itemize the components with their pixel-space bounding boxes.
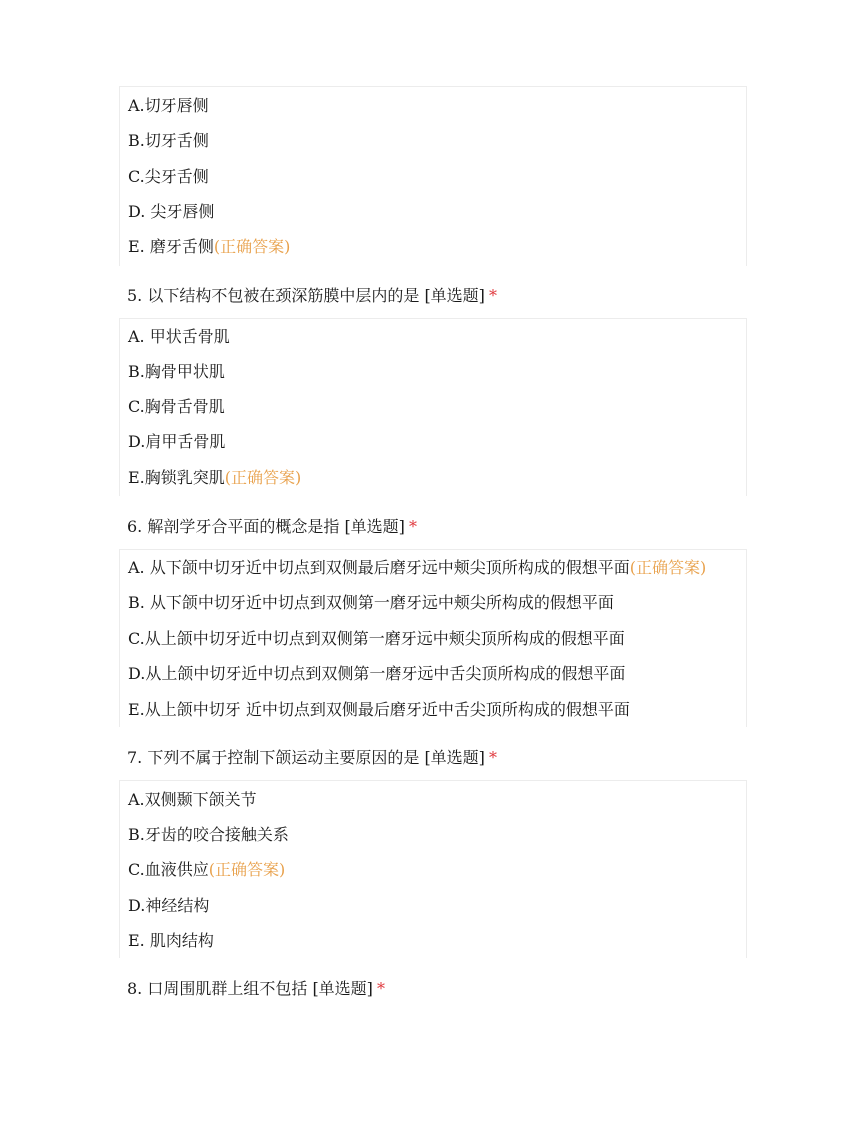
option-b: B.切牙舌侧 xyxy=(128,131,209,150)
correct-answer-mark: (正确答案) xyxy=(213,237,291,256)
option-b: B. 从下颌中切牙近中切点到双侧第一磨牙远中颊尖所构成的假想平面 xyxy=(128,593,614,612)
option-e: E. 磨牙舌侧(正确答案) xyxy=(128,237,291,256)
options-box-q7 xyxy=(119,780,747,958)
option-d: D.从上颌中切牙近中切点到双侧第一磨牙远中舌尖顶所构成的假想平面 xyxy=(128,664,626,683)
option-c: C.从上颌中切牙近中切点到双侧第一磨牙远中颊尖顶所构成的假想平面 xyxy=(128,629,625,648)
option-c: C.尖牙舌侧 xyxy=(128,167,209,186)
options-box-q5 xyxy=(119,318,747,496)
options-box-q4 xyxy=(119,86,747,266)
question-title: 8. 口周围肌群上组不包括 [单选题] * xyxy=(127,979,385,998)
option-a: A. 从下颌中切牙近中切点到双侧最后磨牙远中颊尖顶所构成的假想平面(正确答案) xyxy=(128,558,707,577)
correct-answer-mark: (正确答案) xyxy=(629,558,707,577)
question-title: 6. 解剖学牙合平面的概念是指 [单选题] * xyxy=(127,517,417,536)
option-a: A.切牙唇侧 xyxy=(128,96,209,115)
option-b: B.牙齿的咬合接触关系 xyxy=(128,825,289,844)
question-title: 5. 以下结构不包被在颈深筋膜中层内的是 [单选题] * xyxy=(127,286,497,305)
option-e: E.胸锁乳突肌(正确答案) xyxy=(128,468,302,487)
option-d: D. 尖牙唇侧 xyxy=(128,202,215,221)
required-asterisk: * xyxy=(376,979,385,998)
required-asterisk: * xyxy=(408,517,417,536)
question-title: 7. 下列不属于控制下颌运动主要原因的是 [单选题] * xyxy=(127,748,497,767)
option-a: A. 甲状舌骨肌 xyxy=(128,327,230,346)
option-e: E. 肌肉结构 xyxy=(128,931,214,950)
required-asterisk: * xyxy=(488,748,497,767)
option-e: E.从上颌中切牙 近中切点到双侧最后磨牙近中舌尖顶所构成的假想平面 xyxy=(128,700,630,719)
option-c: C.胸骨舌骨肌 xyxy=(128,397,225,416)
option-d: D.肩甲舌骨肌 xyxy=(128,432,226,451)
required-asterisk: * xyxy=(488,286,497,305)
options-box-q6 xyxy=(119,549,747,727)
option-b: B.胸骨甲状肌 xyxy=(128,362,225,381)
correct-answer-mark: (正确答案) xyxy=(208,860,286,879)
option-a: A.双侧颞下颌关节 xyxy=(128,790,257,809)
correct-answer-mark: (正确答案) xyxy=(224,468,302,487)
option-c: C.血液供应(正确答案) xyxy=(128,860,286,879)
option-d: D.神经结构 xyxy=(128,896,210,915)
